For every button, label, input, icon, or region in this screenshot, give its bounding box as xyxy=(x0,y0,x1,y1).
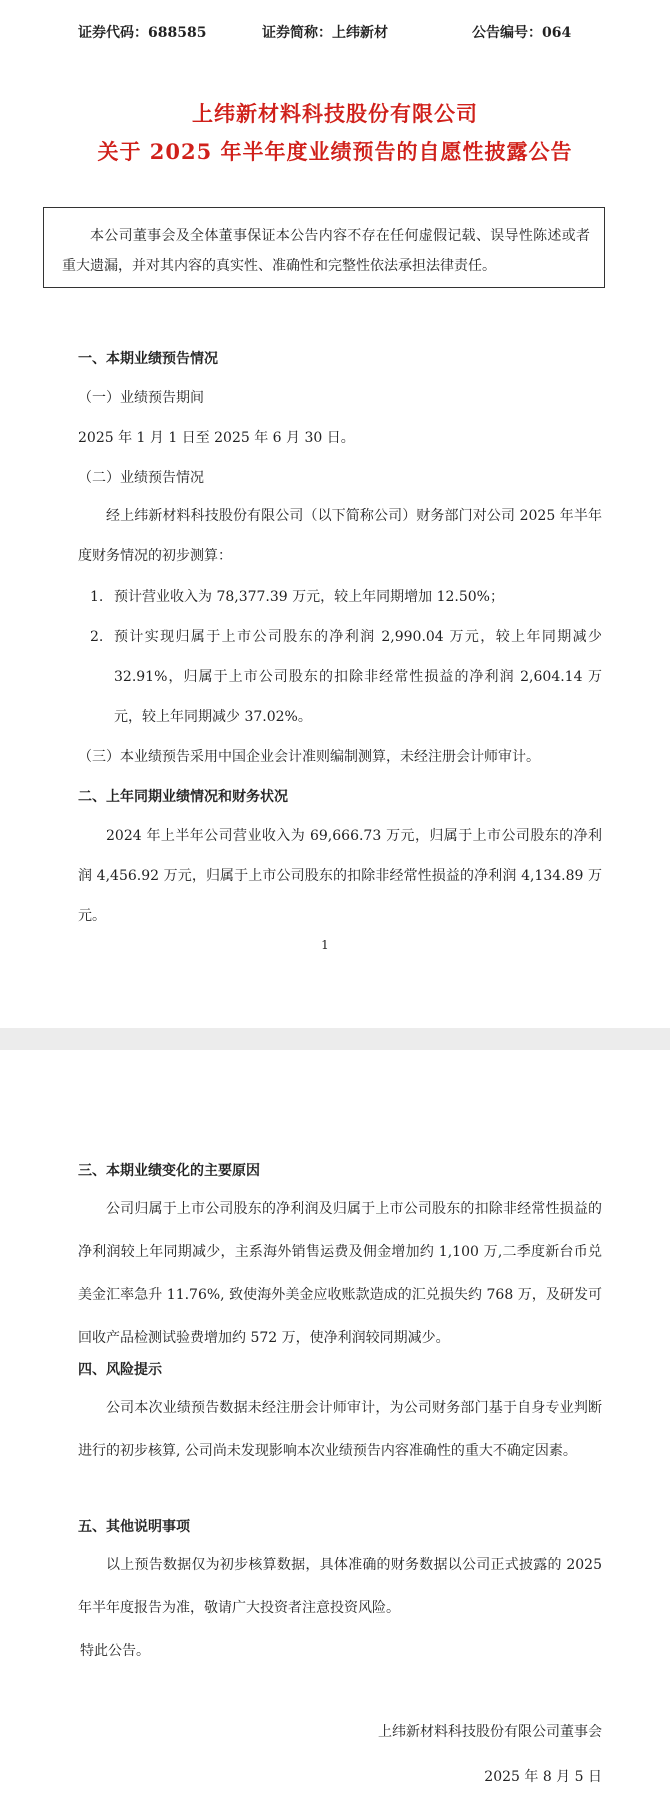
forecast-item-2 xyxy=(90,617,602,737)
section-4-heading: 四、风险提示 xyxy=(78,1362,162,1378)
forecast-item-2-text: 预计实现归属于上市公司股东的净利润 2,990.04 万元，较上年同期减少 32.91%，归属于上市公司股东的扣除非经常性损益的净利润 2,604.14 万元，较上年同期减少 37.02%。 xyxy=(114,629,602,725)
section-2-heading: 二、上年同期业绩情况和财务状况 xyxy=(78,789,288,805)
section-2-body xyxy=(78,816,602,936)
section-3-heading: 三、本期业绩变化的主要原因 xyxy=(78,1163,260,1179)
forecast-intro xyxy=(78,496,602,576)
signature-company: 上纬新材料科技股份有限公司董事会 xyxy=(378,1724,602,1740)
notice-title: 关于 2025 年半年度业绩预告的自愿性披露公告 xyxy=(97,139,573,164)
section-4-body xyxy=(78,1387,602,1473)
closing-remark: 特此公告。 xyxy=(80,1643,150,1659)
page-separator xyxy=(0,1028,670,1050)
forecast-item-1 xyxy=(90,577,602,617)
section-2-text: 2024 年上半年公司营业收入为 69,666.73 万元，归属于上市公司股东的净利润 4,456.92 万元，归属于上市公司股东的扣除非经常性损益的净利润 4,134.89 万元。 xyxy=(78,828,602,924)
board-guarantee-box xyxy=(43,207,605,288)
stock-code: 证券代码：688585 xyxy=(78,25,207,41)
forecast-item-2-num: 2. xyxy=(90,629,104,645)
section-1-sub-3: （三）本业绩预告采用中国企业会计准则编制测算，未经注册会计师审计。 xyxy=(78,749,540,765)
section-4-text: 公司本次业绩预告数据未经注册会计师审计，为公司财务部门基于自身专业判断进行的初步核算, 公司尚未发现影响本次业绩预告内容准确性的重大不确定因素。 xyxy=(78,1400,602,1459)
company-title: 上纬新材料科技股份有限公司 xyxy=(192,101,478,126)
signature-date: 2025 年 8 月 5 日 xyxy=(484,1769,602,1785)
forecast-intro-text: 经上纬新材料科技股份有限公司（以下简称公司）财务部门对公司 2025 年半年度财务情况的初步测算： xyxy=(78,508,602,564)
stock-short-name: 证券简称：上纬新材 xyxy=(262,25,388,41)
section-1-sub-1: （一）业绩预告期间 xyxy=(78,390,204,406)
board-guarantee-text: 本公司董事会及全体董事保证本公告内容不存在任何虚假记载、误导性陈述或者重大遗漏，并对其内容的真实性、准确性和完整性依法承担法律责任。 xyxy=(62,228,590,274)
page-number: 1 xyxy=(321,938,329,952)
section-3-body xyxy=(78,1188,602,1360)
page-2 xyxy=(0,1050,670,1815)
forecast-item-1-num: 1. xyxy=(90,589,104,605)
forecast-item-1-text: 预计营业收入为 78,377.39 万元，较上年同期增加 12.50%； xyxy=(114,589,504,605)
section-1-heading: 一、本期业绩预告情况 xyxy=(78,351,218,367)
section-1-sub-2: （二）业绩预告情况 xyxy=(78,470,204,486)
section-5-body xyxy=(78,1544,602,1630)
forecast-period: 2025 年 1 月 1 日至 2025 年 6 月 30 日。 xyxy=(78,430,355,446)
section-3-text: 公司归属于上市公司股东的净利润及归属于上市公司股东的扣除非经常性损益的净利润较上年同期减少，主系海外销售运费及佣金增加约 1,100 万,二季度新台币兑美金汇率急升 11.76%, 致使海外美金应收账款造成的汇兑损失约 768 万，及研发可回收产品检测试验费增加约 572 万，使净利润较同期减少。 xyxy=(78,1201,602,1346)
section-5-text: 以上预告数据仅为初步核算数据，具体准确的财务数据以公司正式披露的 2025 年半年度报告为准，敬请广大投资者注意投资风险。 xyxy=(78,1557,602,1616)
section-5-heading: 五、其他说明事项 xyxy=(78,1519,190,1535)
notice-number: 公告编号：064 xyxy=(472,25,572,41)
